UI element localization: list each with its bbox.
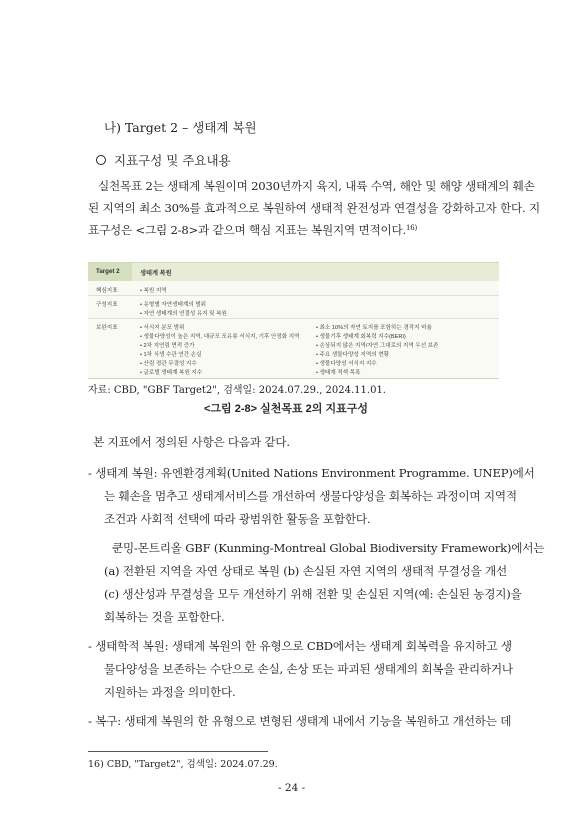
figure-header-target: Target 2 xyxy=(96,268,120,275)
subsection-heading xyxy=(96,151,231,169)
def2-line-2: 물다양성을 보존하는 수단으로 손실, 손상 또는 파괴된 생태계의 회복을 관리하거나 xyxy=(104,662,513,676)
row-supp-right-item: • 생태계 적색 목록 xyxy=(316,370,361,376)
indicator-figure xyxy=(88,262,499,379)
row-supp-left-item: • 산림 경관 무결성 지수 xyxy=(140,361,197,367)
subsection-heading-text: 지표구성 및 주요내용 xyxy=(114,153,231,168)
row-supp-left-item: • 서식지 분포 범위 xyxy=(140,325,185,331)
row-supp-right-item: • 주요 생물다양성 지역의 현황 xyxy=(316,352,390,358)
row-supp-right-item: • 생물기후 생태계 회복력 지수(BERI) xyxy=(316,334,406,340)
circle-bullet-icon xyxy=(96,155,106,165)
def1-line-2: 는 훼손을 멈추고 생태계서비스를 개선하여 생물다양성을 회복하는 과정이며 지역적 xyxy=(104,489,517,503)
row-supp-right-item: • 손상되지 않은 지역/자연 그대로의 지역 우선 보존 xyxy=(316,343,439,349)
def1-line-1: - 생태계 복원: 유엔환경계획(United Nations Environment Programme. UNEP)에서 xyxy=(88,466,535,480)
figure-header-title: 생태계 복원 xyxy=(140,270,172,277)
def1-line-3: 조건과 사회적 선택에 따라 광범위한 활동을 포함한다. xyxy=(104,512,371,526)
def3-line-1: - 복구: 생태계 복원의 한 유형으로 변형된 생태계 내에서 기능을 복원하고 개선하는 데 xyxy=(88,714,512,728)
body-intro: 본 지표에서 정의된 사항은 다음과 같다. xyxy=(93,435,290,449)
def1b-line-3: (c) 생산성과 무결성을 모두 개선하기 위해 전환 및 손실된 지역(예: 손실된 농경지)을 xyxy=(104,587,522,601)
row-component-item: • 유형별 자연생태계의 범위 xyxy=(140,302,207,308)
row-supp-right-item: • 최소 10%의 자연 토지를 포함하는 경작지 비율 xyxy=(316,325,432,331)
row-separator xyxy=(88,318,499,319)
row-supp-left-item: • 1차 식생 수관 연간 손실 xyxy=(140,352,202,358)
row-supplementary-label: 보완지표 xyxy=(96,325,118,331)
page-number: - 24 - xyxy=(278,782,306,794)
row-component-label: 구성지표 xyxy=(96,302,118,308)
def2-line-3: 지원하는 과정을 의미한다. xyxy=(104,685,236,699)
def1b-line-1: 쿤밍-몬트리올 GBF (Kunming-Montreal Global Biodiversity Framework)에서는 xyxy=(112,541,545,555)
footnote-divider xyxy=(88,751,268,752)
def1b-line-2: (a) 전환된 지역을 자연 상태로 복원 (b) 손실된 자연 지역의 생태적 무결성을 개선 xyxy=(104,564,508,578)
row-supp-right-item: • 생물다양성 서식지 지수 xyxy=(316,361,377,367)
intro-line-3-text: 표구성은 <그림 2-8>과 같으며 핵심 지표는 복원지역 면적이다. xyxy=(88,223,406,237)
figure-caption: <그림 2-8> 실천목표 2의 지표구성 xyxy=(204,403,368,415)
footnote-ref: 16) xyxy=(405,224,418,232)
intro-line-2: 된 지역의 최소 30%를 효과적으로 복원하여 생태적 완전성과 연결성을 강화하고자 한다. 지 xyxy=(88,201,540,215)
figure-source: 자료: CBD, "GBF Target2", 검색일: 2024.07.29., 2024.11.01. xyxy=(88,385,386,396)
footnote: 16) CBD, "Target2", 검색일: 2024.07.29. xyxy=(88,759,278,770)
row-supp-left-item: • 생물다양성이 높은 지역, 대규모 포유류 서식지, 기후 안정화 지역 xyxy=(140,334,300,340)
def1b-line-4: 회복하는 것을 포함한다. xyxy=(104,610,225,624)
row-supp-left-item: • 2차 지연림 면적 증가 xyxy=(140,343,195,349)
def2-line-1: - 생태학적 복원: 생태계 복원의 한 유형으로 CBD에서는 생태계 회복력을 유지하고 생 xyxy=(88,639,512,653)
row-core-label: 핵심지표 xyxy=(96,288,118,294)
row-component-item: • 자연 생태계의 연결성 유지 및 복원 xyxy=(140,311,227,317)
row-core-item: • 복원 지역 xyxy=(140,288,167,294)
section-heading: 나) Target 2 – 생태계 복원 xyxy=(104,120,257,135)
row-separator xyxy=(88,295,499,296)
intro-line-1: 실천목표 2는 생태계 복원이며 2030년까지 육지, 내륙 수역, 해안 및 해양 생태계의 훼손 xyxy=(98,179,535,193)
row-supp-left-item: • 글로벌 생태계 복원 지수 xyxy=(140,370,203,376)
intro-line-3 xyxy=(88,222,417,238)
